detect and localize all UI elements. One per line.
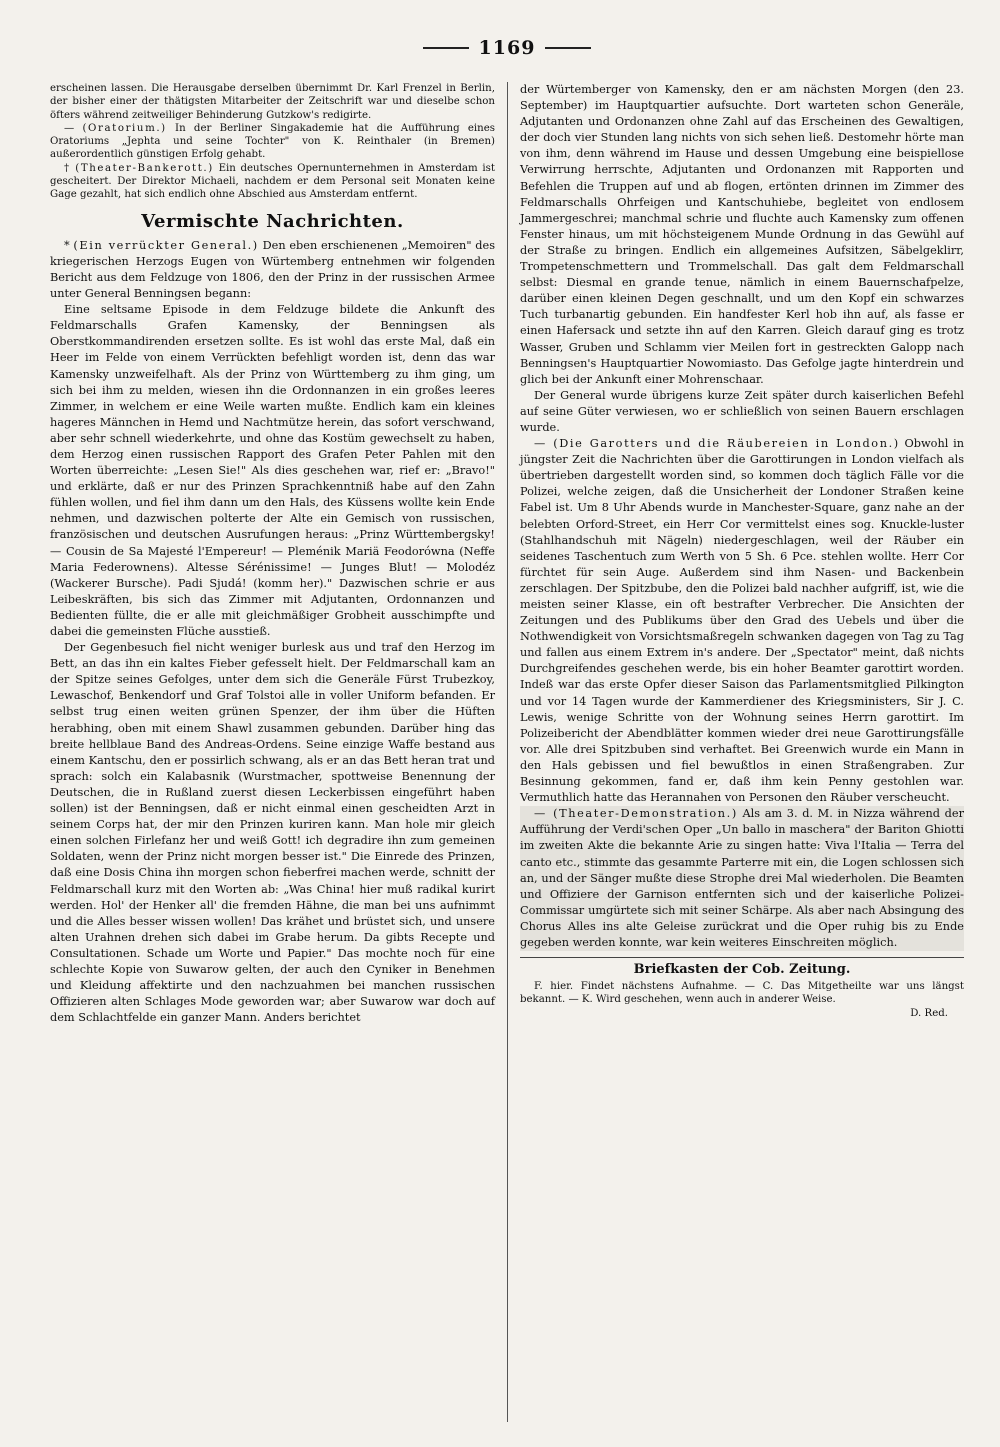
- bankerott-item: † (Theater-Bankerott.) Ein deutsches Opernunternehmen in Amsterdam ist gescheitert. Der Direktor Michaeli, nachdem er dem Personal seit Monaten keine Gage gezahlt, hat sich endlich ohne Abschied aus Amsterdam entfernt.: [50, 162, 495, 201]
- page-number: 1169: [478, 37, 536, 59]
- left-column: [50, 82, 507, 1422]
- demonstration-item: [520, 806, 964, 951]
- text-columns: [50, 82, 964, 1422]
- demonstration-label: — (Theater-Demonstration.): [533, 807, 738, 821]
- oratorium-text: In der Berliner Singakademie hat die Aufführung eines Oratoriums „Jephta und seine Tochter" von K. Reinthaler (in Bremen) außerordentlich günstigen Erfolg gehabt.: [50, 122, 495, 161]
- oratorium-item: — (Oratorium.) In der Berliner Singakademie hat die Aufführung eines Oratoriums „Jephta und seine Tochter" von K. Reinthaler (in Bremen) außerordentlich günstigen Erfolg gehabt.: [50, 122, 495, 161]
- section-title: Vermischte Nachrichten.: [141, 210, 404, 232]
- garotters-item: [520, 436, 964, 806]
- header-rule-right: [545, 47, 591, 49]
- mailbox-text: F. hier. Findet nächstens Aufnahme. — C. Das Mitgetheilte war uns längst bekannt. — K. Wird geschehen, wenn auch in anderer Weise.: [519, 981, 964, 1006]
- general-paragraph-2: Der Gegenbesuch fiel nicht weniger burlesk aus und traf den Herzog im Bett, an das ihn ein kaltes Fieber gefesselt hielt. Der Feldmarschall kam an der Spitze seines Gefolges, unter dem sich die Generäle Fürst Trubezkoy, Lewaschof, Benkendorf und Graf Tolstoi alle in voller Uniform befanden. Er selbst trug einen weiten grünen Spenzer, der ihm über die Hüften herabhing, oben mit einem Shawl zusammen gebunden. Darüber hing das breite hellblaue Band des Andreas-Ordens. Seine einzige Waffe bestand aus einem Kantschu, den er possirlich schwang, als er an das Bett heran trat und sprach: solch ein Kalabasnik (Wurstmacher, spottweise Benennung der Deutschen, die in Rußland zuerst diesen Leckerbissen eingeführt haben sollen) ist der Benningsen, daß er nicht einmal einen gescheidten Arzt in seinem Corps hat, der mir den Prinzen kuriren kann. Man hole mir gleich einen solchen Firlefanz her und weiß Gott! ich degradire ihn zum gemeinen Soldaten, wenn der Prinz nicht morgen besser ist." Die Einrede des Prinzen, daß eine Dosis China ihn morgen schon fieberfrei machen werde, schnitt der Feldmarschall kurz mit den Worten ab: „Was China! hier muß radikal kurirt werden. Hol' der Henker all' die fremden Hähne, die man bei uns aufnimmt und die Alles besser wissen wollen! Das krähet und brüstet sich, und unsere alten Urahnen drehen sich dabei im Grabe herum. Da gibts Recepte und Consultationen. Schade um Worte und Papier." Das mochte noch für eine schlechte Kopie von Suwarow gelten, der auch den Cyniker in Benehmen und Kleidung affektirte und den nachzuahmen bei manchen russischen Offizieren alten Schlages Mode geworden war; aber Suwarow war doch auf dem Schlachtfelde ein ganzer Mann. Anders berichtet: [50, 641, 495, 1025]
- general-paragraph-3: der Würtemberger von Kamensky, den er am nächsten Morgen (den 23. September) im Hauptquartier aufsuchte. Dort warteten schon Generäle, Adjutanten und Ordonanzen ohne Zahl auf das Erscheinen des Gewaltigen, der doch vier Stunden lang nichts von sich sehen ließ. Destomehr hörte man von ihm, denn während im Hause und dessen Umgebung eine beispiellose Verwirrung herrschte, Adjutanten und Ordonanzen mit Rapporten und Befehlen die Truppen auf und ab flogen, ertönten drinnen im Zimmer des Feldmarschalls Ohrfeigen und Kantschuhiebe, begleitet von endlosem Jammergeschrei; manchmal schrie und fluchte auch Kamensky zum offenen Fenster hinaus, um mit höchsteigenem Munde Ordnung in das Gewühl auf der Straße zu bringen. Endlich ein allgemeines Aufsitzen, Säbelgeklirr, Trompetenschmettern und Trommelschall. Das galt dem Feldmarschall selbst: Diesmal en grande tenue, nämlich in einem Bauernschafpelze, darüber einen kleinen Degen geschnallt, und um den Kopf ein schwarzes Tuch turbanartig gebunden. Ein handfester Kerl hob ihn auf, als fasse er einen Hafersack und setzte ihn auf den Karren. Gleich darauf ging es trotz Wasser, Gruben und Schlamm vier Meilen fort in gestreckten Galopp nach Benningsen's Hauptquartier Nowomiasto. Das Gefolge jagte hinterdrein und glich bei der Ankunft einer Mohrenschaar.: [519, 83, 964, 386]
- mailbox-signature: D. Red.: [910, 1008, 948, 1020]
- left-column-notices: [50, 82, 495, 202]
- page-header: [50, 28, 964, 68]
- bankerott-text: Ein deutsches Opernunternehmen in Amsterdam ist gescheitert. Der Direktor Michaeli, nachdem er dem Personal seit Monaten keine Gage gezahlt, hat sich endlich ohne Abschied aus Amsterdam entfernt.: [50, 162, 495, 201]
- general-paragraph-4: Der General wurde übrigens kurze Zeit später durch kaiserlichen Befehl auf seine Güter verwiesen, wo er schließlich von seinen Bauern erschlagen wurde.: [519, 388, 964, 434]
- garotters-text: Obwohl in jüngster Zeit die Nachrichten über die Garottirungen in London vielfach als übertrieben dargestellt worden sind, so kommen doch täglich Fälle vor die Polizei, welche zeigen, daß die Unsicherheit der Londoner Straßen keine Fabel ist. Um 8 Uhr Abends wurde in Manchester-Square, ganz nahe an der belebten Orford-Street, ein Herr Cor vermittelst eines sog. Knuckle-luster (Stahlhandschuh mit Nägeln) niedergeschlagen, weil der Räuber ein seidenes Taschentuch zum Werth von 5 Sh. 6 Pce. stehlen wollte. Herr Cor fürchtet für sein Auge. Außerdem sind ihm Nasen- und Backenbein zerschlagen. Der Spitzbube, den die Polizei bald nachher aufgriff, ist, wie die meisten seiner Klasse, ein oft bestrafter Verbrecher. Die Ansichten der Zeitungen und des Publikums über den Grad des Uebels und über die Nothwendigkeit von Vorsichtsmaßregeln schwanken dagegen von Tag zu Tag und fallen aus einem Extrem in's andere. Der „Spectator" meint, daß nichts Durchgreifendes geschehen werde, bis ein hoher Beamter garottirt worden. Indeß war das erste Opfer dieser Saison das Parlamentsmitglied Pilkington und vor 14 Tagen wurde der Kammerdiener des Kriegsministers, Sir J. C. Lewis, wenige Schritte von der Wohnung seines Herrn garottirt. Im Polizeibericht der Abendblätter kommen wieder drei neue Garottirungsfälle vor. Alle drei Spitzbuben sind verhaftet. Bei Greenwich wurde ein Mann in den Hals gebissen und fiel bewußtlos in einen Straßengraben. Zur Besinnung gekommen, fand er, daß ihm kein Penny gestohlen war. Vermuthlich hatte das Herannahen von Personen den Räuber verscheucht.: [519, 437, 964, 805]
- demonstration-text: Als am 3. d. M. in Nizza während der Aufführung der Verdi'schen Oper „Un ballo in maschera" der Bariton Ghiotti im zweiten Akte die bekannte Arie zu singen hatte: Viva l'Italia — Terra del canto etc., stimmte das gesammte Parterre mit ein, die Logen schlossen sich an, und der Sänger mußte diese Strophe drei Mal wiederholen. Die Beamten und Offiziere der Garnison entfernten sich und der kaiserliche Polizei-Commissar umgürtete sich mit seiner Schärpe. Als aber nach Absingung des Chorus Alles ins alte Geleise zurückrat und die Oper ruhig bis zu Ende gegeben werden konnte, war kein weiteres Einschreiten möglich.: [519, 807, 964, 949]
- oratorium-label: (Oratorium.): [82, 122, 167, 134]
- mailbox-title: Briefkasten der Cob. Zeitung.: [633, 962, 851, 978]
- intro-paragraph: erscheinen lassen. Die Herausgabe derselben übernimmt Dr. Karl Frenzel in Berlin, der bisher einer der thätigsten Mitarbeiter der Zeitschrift war und dieselbe schon öfters während zeitweiliger Behinderung Gutzkow's redigirte.: [50, 83, 495, 121]
- general-label: (Ein verrückter General.): [73, 238, 259, 252]
- right-column: [507, 82, 964, 1422]
- garotters-label: — (Die Garotters und die Räubereien in London.): [533, 437, 900, 451]
- general-intro: Den eben erschienenen „Memoiren" des kriegerischen Herzogs Eugen von Würtemberg entnehmen wir folgenden Bericht aus dem Feldzuge von 1806, den der Prinz in der russischen Armee unter General Benningsen begann:: [50, 238, 495, 301]
- header-rule-left: [423, 47, 469, 49]
- bankerott-label: (Theater-Bankerott.): [75, 162, 214, 174]
- mailbox-section: [520, 957, 964, 1022]
- demonstration-block: [520, 806, 964, 951]
- general-paragraph-1: Eine seltsame Episode in dem Feldzuge bildete die Ankunft des Feldmarschalls Grafen Kamensky, der Benningsen als Oberstkommandirenden ersetzen sollte. Es ist wohl das erste Mal, daß ein Heer im Felde von einem Verrückten befehligt worden ist, denn das war Kamensky unzweifelhaft. Als der Prinz von Württemberg zu ihm ging, um sich bei ihm zu melden, wiesen ihn die Ordonnanzen in ein großes leeres Zimmer, in welchem er eine Weile warten mußte. Endlich kam ein kleines hageres Männchen in Hemd und Nachtmütze herein, das sofort verschwand, aber sehr schnell wiederkehrte, und ohne das Kostüm gewechselt zu haben, dem Herzog einen russischen Rapport des Grafen Peter Pahlen mit den Worten überreichte: „Lesen Sie!" Als dies geschehen war, rief er: „Bravo!" und erklärte, daß er nur des Prinzen Sprachkenntniß habe auf den Zahn fühlen wollen, und fiel ihm dann um den Hals, des Küssens wollte kein Ende nehmen, und dazwischen polterte der Alte ein Gemisch von russischen, französischen und deutschen Ausrufungen heraus: „Prinz Württembergsky! — Cousin de Sa Majesté l'Empereur! — Pleménik Mariä Feodorówna (Neffe Maria Federownens). Altesse Sérénissime! — Junges Blut! — Molodéz (Wackerer Bursche). Padi Sjudá! (komm her)." Dazwischen schrie er aus Leibeskräften, bis sich das Zimmer mit Adjutanten, Ordonnanzen und Bedienten füllte, die er alle mit gleichmäßiger Grobheit ausschimpfte und dabei die gemeinsten Flüche ausstieß.: [50, 303, 495, 639]
- general-item: * (Ein verrückter General.) Den eben erschienenen „Memoiren" des kriegerischen Herzogs Eugen von Würtemberg entnehmen wir folgenden Bericht aus dem Feldzuge von 1806, den der Prinz in der russischen Armee unter General Benningsen begann:: [50, 238, 495, 301]
